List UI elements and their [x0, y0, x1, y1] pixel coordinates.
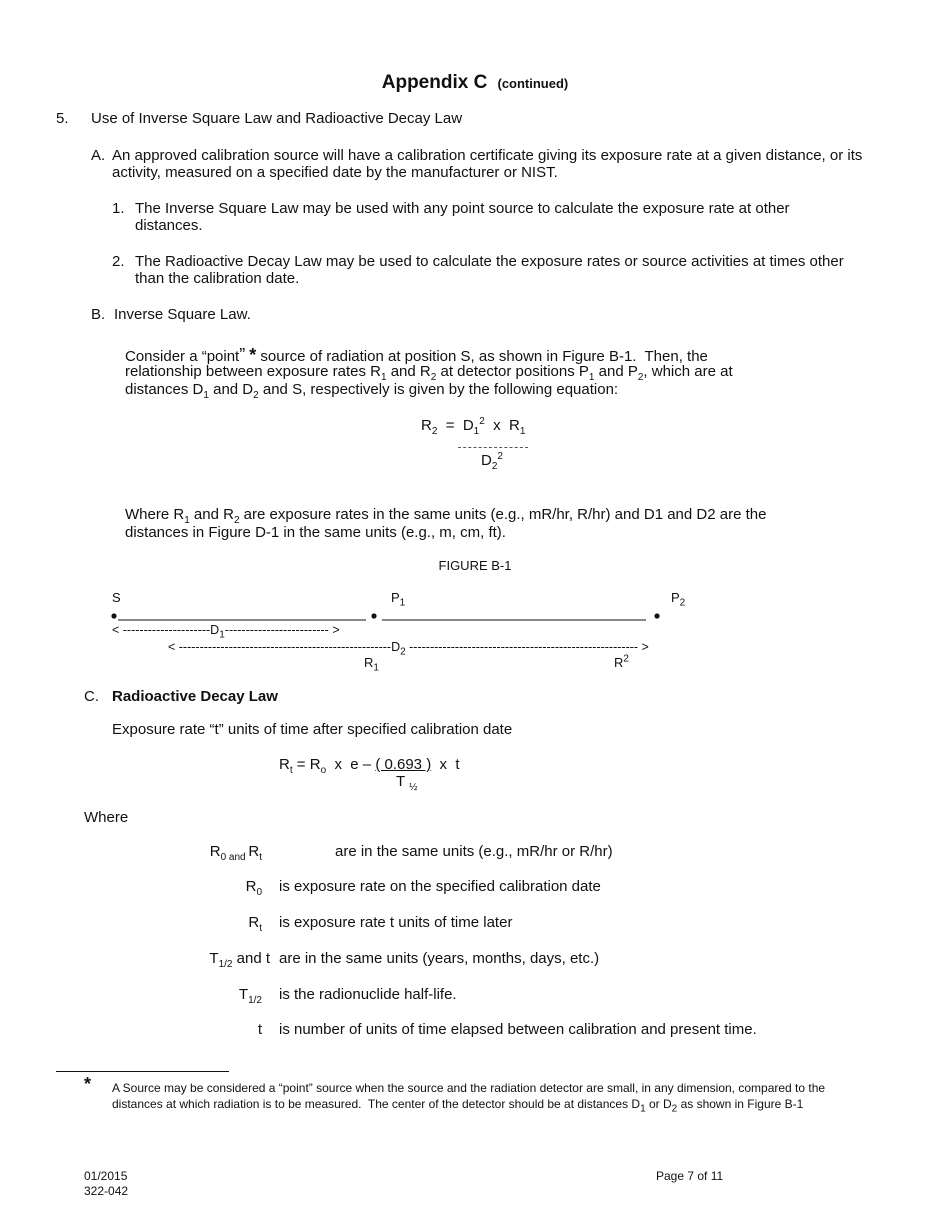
- where-line1: Where $R_1$ and $R_2$ are exposure rates in the same units (e.g., mR/hr, R/hr) and D1 and D2 are the: [125, 506, 767, 526]
- item1-line1: The Inverse Square Law may be used with any point source to calculate the exposure rate at other: [135, 200, 790, 217]
- part-c-heading: Radioactive Decay Law: [112, 688, 278, 705]
- part-a-line1: An approved calibration source will have a calibration certificate giving its exposure rate at a given distance, or its: [112, 147, 863, 164]
- item2-line1: The Radioactive Decay Law may be used to calculate the exposure rates or source activities at times other: [135, 253, 844, 270]
- figure-label-r1: $R_1$: [364, 655, 379, 674]
- footnote-line2: distances at which radiation is to be measured. The center of the detector should be at distances $D_1$ or $D_2$ as shown in Figure B-1: [112, 1097, 804, 1115]
- footnote-star: *: [84, 1074, 92, 1094]
- section-number: 5.: [56, 110, 69, 127]
- def-text-thalf-t: are in the same units (years, months, days, etc.): [279, 950, 600, 967]
- inverse-square-fraction-bar: [458, 447, 528, 448]
- footnote-rule: [56, 1071, 229, 1072]
- part-b-paragraph-line2: relationship between exposure rates $R_1$ and $R_2$ at detector positions $P_1$ and $P_2$, which are at: [125, 363, 733, 383]
- def-symbol-r0-rt: $R_{0 and}$ $R_t$: [209, 843, 262, 863]
- figure-label-s: S: [112, 590, 121, 605]
- part-a-label: A.: [91, 147, 106, 164]
- footer-date: 01/2015: [84, 1169, 128, 1183]
- part-b-paragraph-line3: distances $D_1$ and $D_2$ and S, respectively is given by the following equation:: [125, 381, 619, 401]
- figure-label-p1: $P_1$: [391, 590, 406, 609]
- part-b-label: B.: [91, 306, 106, 323]
- def-text-thalf: is the radionuclide half-life.: [279, 986, 457, 1003]
- figure-label-p2: $P_2$: [671, 590, 686, 609]
- item1-number: 1.: [112, 200, 125, 217]
- part-b-paragraph-line1: Consider a “point” * source of radiation at position S, as shown in Figure B-1. Then, the: [125, 345, 708, 365]
- item2-line2: than the calibration date.: [135, 270, 300, 287]
- detector-dot-p1: [371, 613, 376, 618]
- source-dot-s: [111, 613, 116, 618]
- where-line2: distances in Figure D-1 in the same units (e.g., m, cm, ft).: [125, 524, 506, 541]
- def-symbol-thalf: $T_{1/2}$: [238, 986, 262, 1006]
- def-symbol-thalf-t: $T_{1/2}$ and t: [209, 950, 270, 970]
- where-label: Where: [84, 809, 129, 826]
- figure-caption: FIGURE B-1: [438, 558, 512, 573]
- section-heading: Use of Inverse Square Law and Radioactive Decay Law: [91, 110, 463, 127]
- def-symbol-t: t: [257, 1021, 262, 1038]
- def-text-t: is number of units of time elapsed between calibration and present time.: [279, 1021, 757, 1038]
- def-symbol-r0: $R_0$: [245, 878, 262, 898]
- inverse-square-numerator: $R_2 = D_1^2$ x $R_1$: [421, 416, 526, 437]
- def-text-rt: is exposure rate t units of time later: [279, 914, 513, 931]
- inverse-square-denominator: $D_2^2$: [481, 451, 503, 472]
- page-title: [0, 72, 950, 94]
- part-c-intro: Exposure rate “t” units of time after specified calibration date: [112, 721, 513, 738]
- detector-dot-p2: [654, 613, 659, 618]
- footnote-line1: A Source may be considered a “point” source when the source and the radiation detector are small, in any dimension, compared to the: [112, 1081, 826, 1095]
- part-c-label: C.: [84, 688, 99, 705]
- part-a-line2: activity, measured on a specified date by the manufacturer or NIST.: [112, 164, 558, 181]
- part-b-heading: Inverse Square Law.: [114, 306, 251, 323]
- item2-number: 2.: [112, 253, 125, 270]
- def-symbol-rt: $R_t$: [248, 914, 262, 934]
- distance-d1: < $---------------------D_1-------------------------$ >: [112, 623, 340, 641]
- continued-label: (continued): [497, 76, 569, 91]
- def-text-r0-rt: are in the same units (e.g., mR/hr or R/hr): [335, 843, 613, 860]
- item1-line2: distances.: [135, 217, 203, 234]
- figure-label-r2: $R^2$: [614, 653, 629, 670]
- def-text-r0: is exposure rate on the specified calibration date: [279, 878, 601, 895]
- footer-doc-code: 322-042: [84, 1184, 129, 1198]
- distance-d2: < $---------------------------------------------------D_2$ ------------------------------------------------------- >: [168, 640, 649, 658]
- appendix-title: Appendix C: [381, 72, 488, 93]
- footer-page-number: Page 7 of 11: [656, 1169, 724, 1183]
- decay-equation: $R_t = R_o$ x e – ( 0.693 ) x t: [279, 756, 460, 776]
- decay-equation-denominator: T $_{\frac{1}{2}}$: [396, 773, 418, 793]
